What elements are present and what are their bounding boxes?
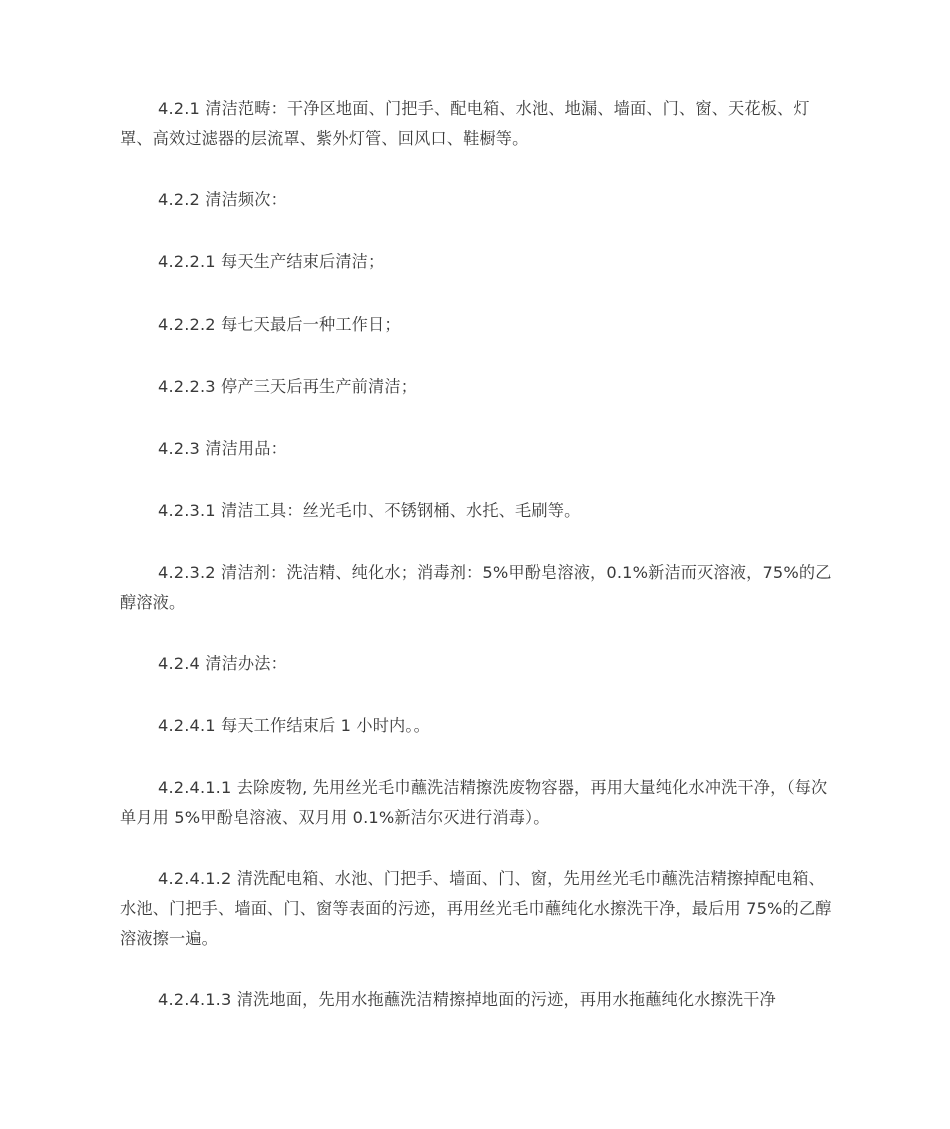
paragraph-4-2-4-1-3: 4.2.4.1.3 清洗地面，先用水拖蘸洗洁精擦掉地面的污迹，再用水拖蘸纯化水擦洗干净: [158, 990, 776, 1009]
paragraph-4-2-2: 4.2.2 清洁频次：: [158, 190, 287, 209]
paragraph-4-2-3: 4.2.3 清洁用品：: [158, 439, 287, 458]
paragraph-4-2-2-2: 4.2.2.2 每七天最后一种工作日；: [158, 315, 401, 334]
paragraph-4-2-2-1: 4.2.2.1 每天生产结束后清洁；: [158, 252, 385, 271]
paragraph-4-2-4: 4.2.4 清洁办法：: [158, 654, 287, 673]
paragraph-4-2-4-1-2: 4.2.4.1.2 清洗配电箱、水池、门把手、墙面、门、窗，先用丝光毛巾蘸洗洁精擦掉配电箱、水池、门把手、墙面、门、窗等表面的污迹，再用丝光毛巾蘸纯化水擦洗干净，最后用 75%的乙醇溶液擦一遍。: [120, 869, 832, 948]
paragraph-4-2-3-2: 4.2.3.2 清洁剂：洗洁精、纯化水；消毒剂：5%甲酚皂溶液，0.1%新洁而灭溶液，75%的乙醇溶液。: [120, 563, 832, 612]
paragraph-4-2-2-3: 4.2.2.3 停产三天后再生产前清洁；: [158, 377, 418, 396]
paragraph-4-2-3-1: 4.2.3.1 清洁工具：丝光毛巾、不锈钢桶、水托、毛刷等。: [158, 501, 581, 520]
paragraph-4-2-4-1: 4.2.4.1 每天工作结束后 1 小时内。。: [158, 716, 430, 735]
paragraph-4-2-4-1-1: 4.2.4.1.1 去除废物, 先用丝光毛巾蘸洗洁精擦洗废物容器，再用大量纯化水冲洗干净，（每次单月用 5%甲酚皂溶液、双月用 0.1%新洁尔灭进行消毒）。: [120, 778, 828, 827]
paragraph-4-2-1: 4.2.1 清洁范畴：干净区地面、门把手、配电箱、水池、地漏、墙面、门、窗、天花板、灯罩、高效过滤器的层流罩、紫外灯管、回风口、鞋橱等。: [120, 99, 810, 148]
